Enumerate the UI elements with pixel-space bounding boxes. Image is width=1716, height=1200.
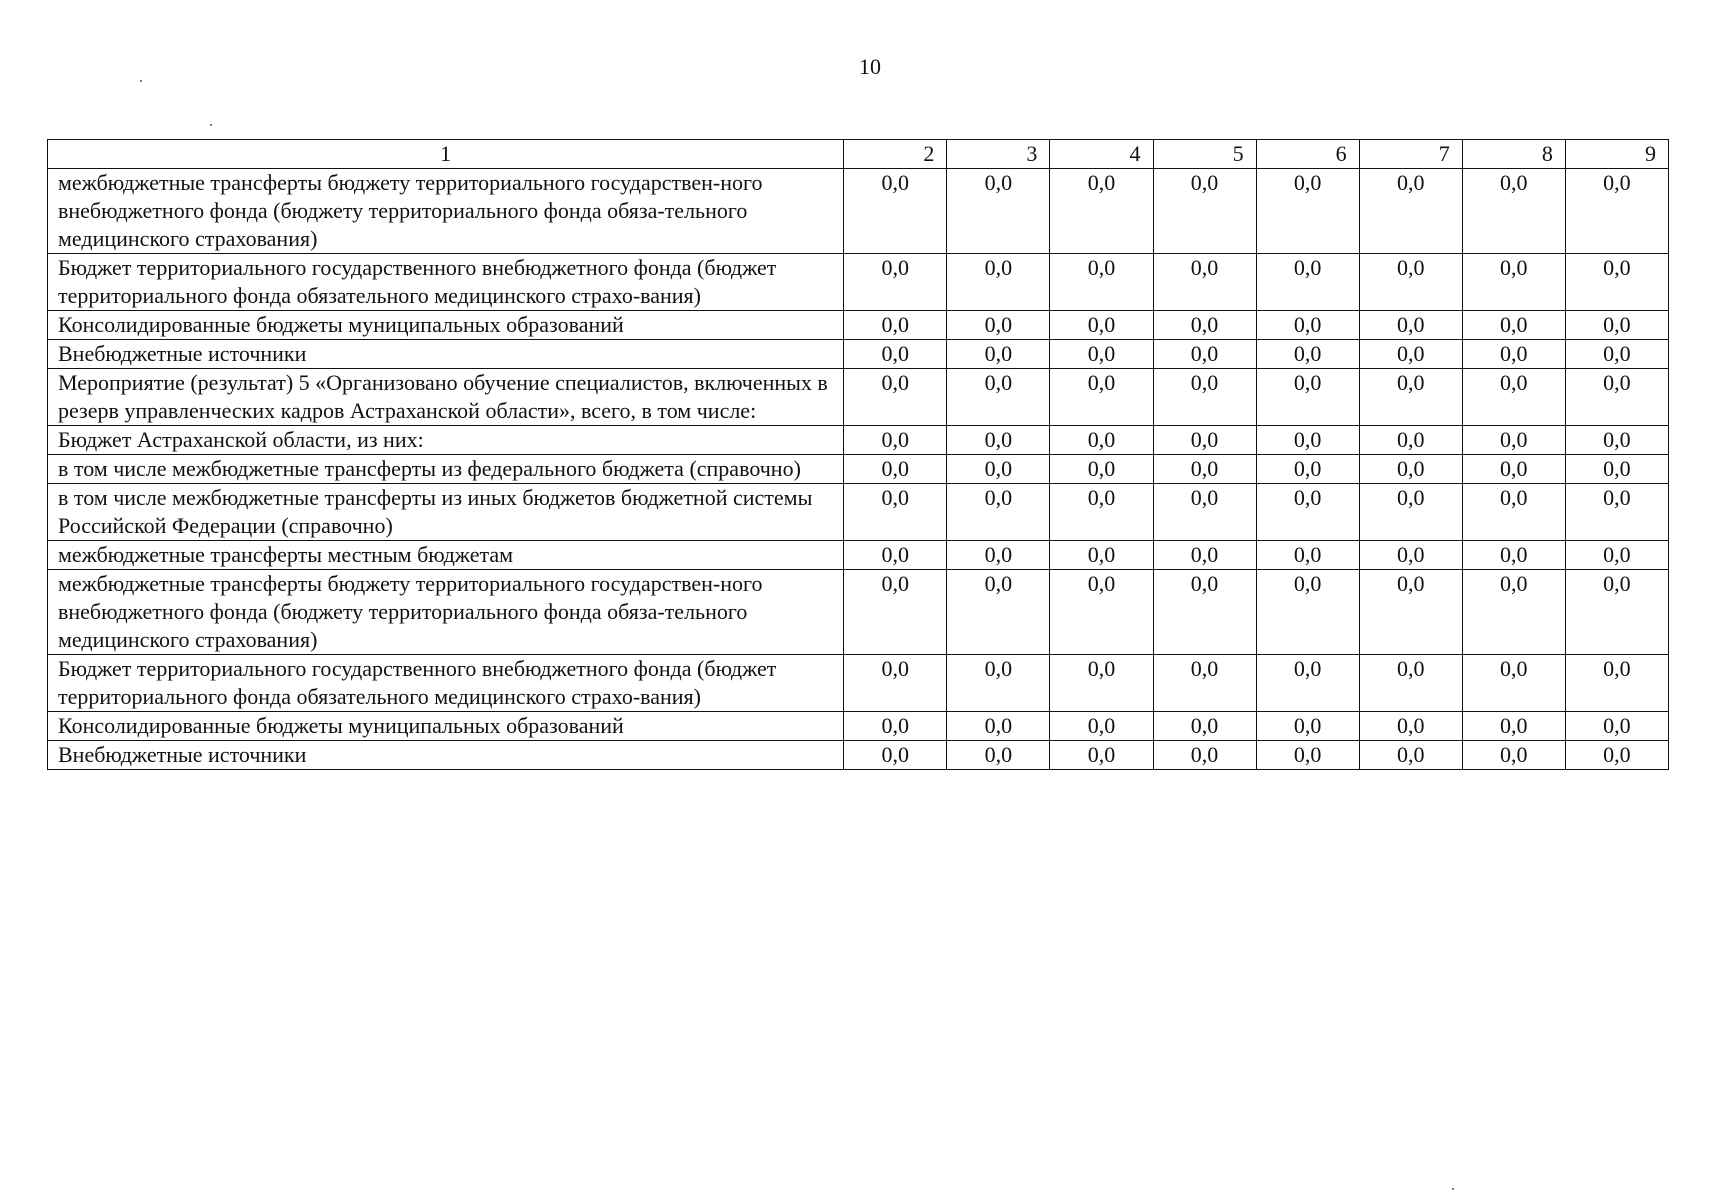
column-header: 8 — [1462, 140, 1565, 169]
table-row — [48, 311, 1669, 340]
value-cell: 0,0 — [1359, 570, 1462, 655]
value-cell: 0,0 — [947, 541, 1050, 570]
value-cell: 0,0 — [947, 426, 1050, 455]
table-row — [48, 741, 1669, 770]
value-cell: 0,0 — [1153, 484, 1256, 541]
value-cell: 0,0 — [1256, 369, 1359, 426]
value-cell: 0,0 — [1153, 311, 1256, 340]
value-cell: 0,0 — [1462, 455, 1565, 484]
value-cell: 0,0 — [1153, 541, 1256, 570]
row-label: Консолидированные бюджеты муниципальных образований — [48, 311, 844, 340]
value-cell: 0,0 — [844, 541, 947, 570]
value-cell: 0,0 — [947, 369, 1050, 426]
value-cell: 0,0 — [1050, 712, 1153, 741]
value-cell: 0,0 — [1565, 741, 1668, 770]
value-cell: 0,0 — [1462, 169, 1565, 254]
value-cell: 0,0 — [1256, 741, 1359, 770]
budget-table — [47, 139, 1669, 770]
table-row — [48, 169, 1669, 254]
value-cell: 0,0 — [1462, 712, 1565, 741]
value-cell: 0,0 — [947, 712, 1050, 741]
value-cell: 0,0 — [844, 311, 947, 340]
column-header: 7 — [1359, 140, 1462, 169]
value-cell: 0,0 — [1256, 712, 1359, 741]
value-cell: 0,0 — [1050, 741, 1153, 770]
value-cell: 0,0 — [844, 369, 947, 426]
value-cell: 0,0 — [1359, 311, 1462, 340]
value-cell: 0,0 — [1153, 340, 1256, 369]
value-cell: 0,0 — [1359, 426, 1462, 455]
value-cell: 0,0 — [1153, 655, 1256, 712]
value-cell: 0,0 — [1050, 169, 1153, 254]
value-cell: 0,0 — [1153, 570, 1256, 655]
value-cell: 0,0 — [1359, 541, 1462, 570]
table-row — [48, 712, 1669, 741]
value-cell: 0,0 — [1565, 455, 1668, 484]
value-cell: 0,0 — [1462, 340, 1565, 369]
column-header: 2 — [844, 140, 947, 169]
value-cell: 0,0 — [947, 340, 1050, 369]
value-cell: 0,0 — [1256, 484, 1359, 541]
value-cell: 0,0 — [1462, 570, 1565, 655]
value-cell: 0,0 — [1153, 712, 1256, 741]
value-cell: 0,0 — [1153, 369, 1256, 426]
header-row — [48, 140, 1669, 169]
value-cell: 0,0 — [1565, 254, 1668, 311]
row-label: в том числе межбюджетные трансферты из иных бюджетов бюджетной системы Российской Федерации (справочно) — [48, 484, 844, 541]
table-row — [48, 369, 1669, 426]
value-cell: 0,0 — [1359, 340, 1462, 369]
value-cell: 0,0 — [1256, 570, 1359, 655]
table-row — [48, 340, 1669, 369]
table-body — [48, 169, 1669, 770]
value-cell: 0,0 — [1462, 254, 1565, 311]
value-cell: 0,0 — [844, 484, 947, 541]
table-row — [48, 455, 1669, 484]
value-cell: 0,0 — [1256, 254, 1359, 311]
column-header: 1 — [48, 140, 844, 169]
column-header: 9 — [1565, 140, 1668, 169]
table-row — [48, 655, 1669, 712]
column-header: 4 — [1050, 140, 1153, 169]
value-cell: 0,0 — [1256, 340, 1359, 369]
value-cell: 0,0 — [1050, 426, 1153, 455]
value-cell: 0,0 — [1050, 484, 1153, 541]
row-label: Консолидированные бюджеты муниципальных образований — [48, 712, 844, 741]
value-cell: 0,0 — [947, 311, 1050, 340]
value-cell: 0,0 — [1256, 541, 1359, 570]
value-cell: 0,0 — [1050, 541, 1153, 570]
value-cell: 0,0 — [1462, 426, 1565, 455]
value-cell: 0,0 — [947, 570, 1050, 655]
value-cell: 0,0 — [1050, 570, 1153, 655]
value-cell: 0,0 — [1359, 254, 1462, 311]
value-cell: 0,0 — [844, 340, 947, 369]
value-cell: 0,0 — [947, 741, 1050, 770]
row-label: Внебюджетные источники — [48, 741, 844, 770]
value-cell: 0,0 — [1256, 311, 1359, 340]
value-cell: 0,0 — [1050, 655, 1153, 712]
value-cell: 0,0 — [1256, 455, 1359, 484]
value-cell: 0,0 — [1462, 484, 1565, 541]
value-cell: 0,0 — [1359, 655, 1462, 712]
value-cell: 0,0 — [1153, 741, 1256, 770]
value-cell: 0,0 — [1050, 254, 1153, 311]
table-row — [48, 484, 1669, 541]
row-label: Бюджет территориального государственного внебюджетного фонда (бюджет территориального фонда обязательного медицинского страхо-вания) — [48, 655, 844, 712]
value-cell: 0,0 — [1153, 169, 1256, 254]
value-cell: 0,0 — [844, 169, 947, 254]
row-label: Мероприятие (результат) 5 «Организовано обучение специалистов, включенных в резерв управленческих кадров Астраханской области», всего, в том числе: — [48, 369, 844, 426]
value-cell: 0,0 — [844, 254, 947, 311]
row-label: Внебюджетные источники — [48, 340, 844, 369]
value-cell: 0,0 — [844, 455, 947, 484]
row-label: в том числе межбюджетные трансферты из федерального бюджета (справочно) — [48, 455, 844, 484]
value-cell: 0,0 — [1359, 369, 1462, 426]
column-header: 6 — [1256, 140, 1359, 169]
row-label: Бюджет территориального государственного внебюджетного фонда (бюджет территориального фонда обязательного медицинского страхо-вания) — [48, 254, 844, 311]
value-cell: 0,0 — [1462, 741, 1565, 770]
value-cell: 0,0 — [1462, 311, 1565, 340]
value-cell: 0,0 — [1359, 741, 1462, 770]
value-cell: 0,0 — [1359, 484, 1462, 541]
value-cell: 0,0 — [844, 655, 947, 712]
value-cell: 0,0 — [1565, 169, 1668, 254]
table-row — [48, 426, 1669, 455]
value-cell: 0,0 — [1359, 455, 1462, 484]
value-cell: 0,0 — [1153, 426, 1256, 455]
value-cell: 0,0 — [1565, 541, 1668, 570]
value-cell: 0,0 — [1462, 655, 1565, 712]
value-cell: 0,0 — [1565, 426, 1668, 455]
value-cell: 0,0 — [947, 455, 1050, 484]
value-cell: 0,0 — [1565, 655, 1668, 712]
row-label: межбюджетные трансферты бюджету территориального государствен-ного внебюджетного фонда (бюджету территориального фонда обяза-тельного медицинского страхования) — [48, 169, 844, 254]
value-cell: 0,0 — [1359, 712, 1462, 741]
column-header: 5 — [1153, 140, 1256, 169]
value-cell: 0,0 — [844, 426, 947, 455]
scan-speck — [140, 80, 142, 82]
scan-speck — [1452, 1188, 1454, 1190]
scan-speck — [210, 124, 212, 126]
row-label: Бюджет Астраханской области, из них: — [48, 426, 844, 455]
value-cell: 0,0 — [844, 712, 947, 741]
value-cell: 0,0 — [1153, 254, 1256, 311]
value-cell: 0,0 — [1359, 169, 1462, 254]
value-cell: 0,0 — [1256, 426, 1359, 455]
table-row — [48, 254, 1669, 311]
row-label: межбюджетные трансферты бюджету территориального государствен-ного внебюджетного фонда (бюджету территориального фонда обяза-тельного медицинского страхования) — [48, 570, 844, 655]
value-cell: 0,0 — [1256, 169, 1359, 254]
value-cell: 0,0 — [1256, 655, 1359, 712]
value-cell: 0,0 — [1565, 570, 1668, 655]
page-number: 10 — [859, 54, 881, 79]
value-cell: 0,0 — [1565, 712, 1668, 741]
table-header — [48, 140, 1669, 169]
value-cell: 0,0 — [1050, 369, 1153, 426]
value-cell: 0,0 — [1050, 455, 1153, 484]
value-cell: 0,0 — [1462, 369, 1565, 426]
value-cell: 0,0 — [947, 655, 1050, 712]
value-cell: 0,0 — [1565, 340, 1668, 369]
value-cell: 0,0 — [1462, 541, 1565, 570]
value-cell: 0,0 — [1050, 340, 1153, 369]
value-cell: 0,0 — [947, 254, 1050, 311]
value-cell: 0,0 — [844, 570, 947, 655]
value-cell: 0,0 — [1565, 369, 1668, 426]
value-cell: 0,0 — [844, 741, 947, 770]
value-cell: 0,0 — [947, 484, 1050, 541]
table-row — [48, 570, 1669, 655]
table-row — [48, 541, 1669, 570]
value-cell: 0,0 — [1565, 484, 1668, 541]
value-cell: 0,0 — [947, 169, 1050, 254]
column-header: 3 — [947, 140, 1050, 169]
value-cell: 0,0 — [1050, 311, 1153, 340]
value-cell: 0,0 — [1565, 311, 1668, 340]
value-cell: 0,0 — [1153, 455, 1256, 484]
row-label: межбюджетные трансферты местным бюджетам — [48, 541, 844, 570]
